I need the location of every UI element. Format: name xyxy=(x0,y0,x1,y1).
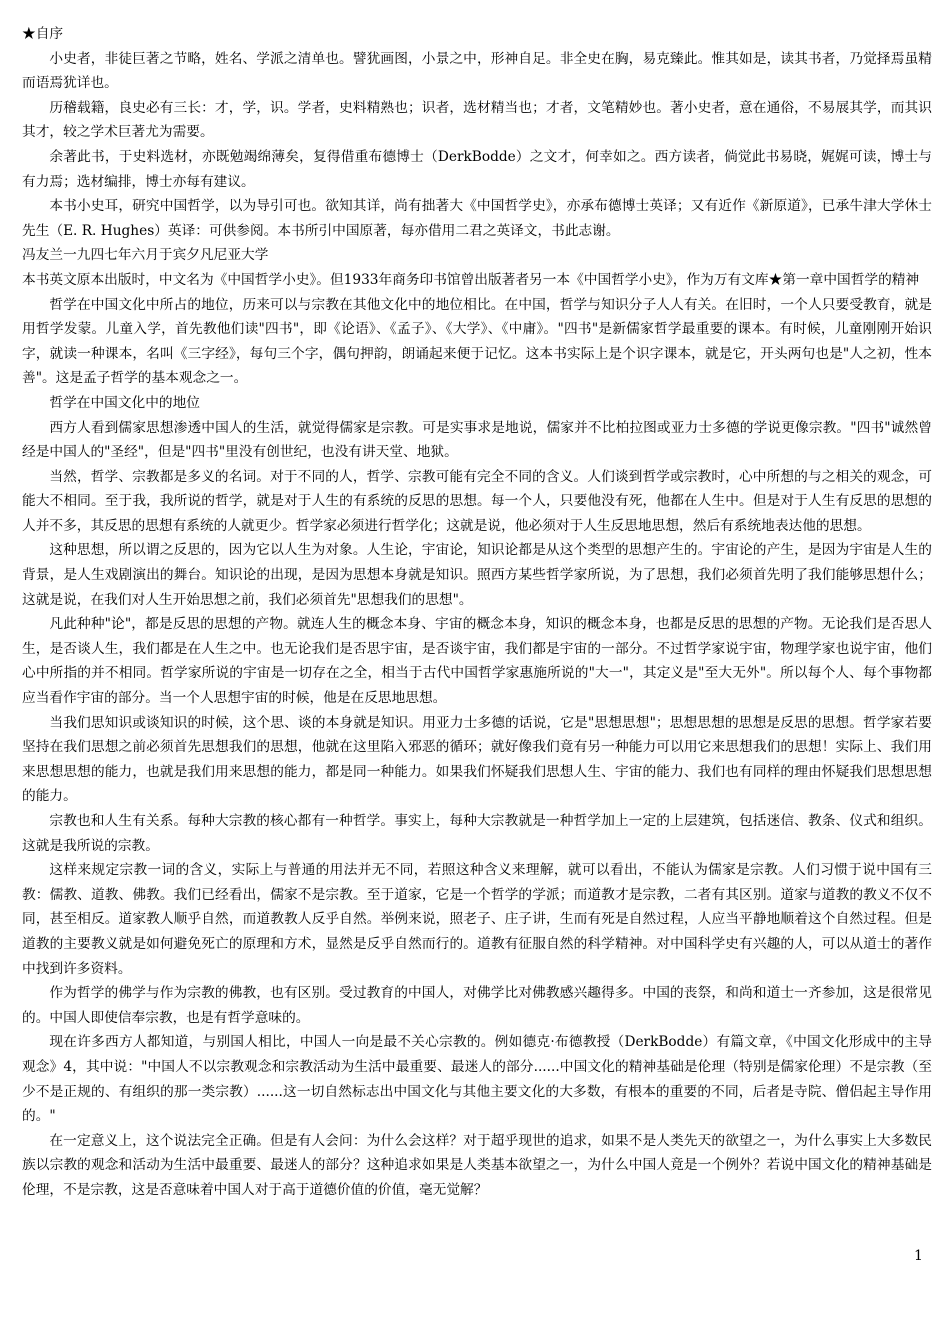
preface-paragraph: 本书小史耳，研究中国哲学，以为导引可也。欲知其详，尚有拙著大《中国哲学史》，亦承布德博士英译；又有近作《新原道》，已承牛津大学休士先生（E. R. Hughes）英译：可供参阅。本书所引中国原著，每亦借用二君之英译文，书此志谢。 xyxy=(22,198,932,239)
section-heading: 哲学在中国文化中的地位 xyxy=(49,394,200,411)
body-paragraph: 这样来规定宗教一词的含义，实际上与普通的用法并无不同，若照这种含义来理解，就可以看出，不能认为儒家是宗教。人们习惯于说中国有三教：儒教、道教、佛教。我们已经看出，儒家不是宗教。至于道家，它是一个哲学的学派；而道教才是宗教，二者有其区别。道家与道教的教义不仅不同，甚至相反。道家教人顺乎自然，而道教教人反乎自然。举例来说，照老子、庄子讲，生而有死是自然过程，人应当平静地顺着这个自然过程。但是道教的主要教义就是如何避免死亡的原理和方术，显然是反乎自然而行的。道教有征服自然的科学精神。对中国科学史有兴趣的人，可以从道士的著作中找到许多资料。 xyxy=(22,862,932,977)
preface-paragraph: 小史者，非徒巨著之节略，姓名、学派之清单也。譬犹画图，小景之中，形神自足。非全史在胸，易克臻此。惟其如是，读其书者，乃觉择焉虽精而语焉犹详也。 xyxy=(22,50,932,92)
body-paragraph: 宗教也和人生有关系。每种大宗教的核心都有一种哲学。事实上，每种大宗教就是一种哲学加上一定的上层建筑，包括迷信、教条、仪式和组织。这就是我所说的宗教。 xyxy=(22,813,932,854)
body-paragraph: 在一定意义上，这个说法完全正确。但是有人会问：为什么会这样？对于超乎现世的追求，如果不是人类先天的欲望之一，为什么事实上大多数民族以宗教的观念和活动为生活中最重要、最迷人的部分？这种追求如果是人类基本欲望之一，为什么中国人竟是一个例外？若说中国文化的精神基础是伦理，不是宗教，这是否意味着中国人对于高于道德价值的价值，毫无觉解？ xyxy=(22,1132,932,1198)
body-paragraph: 这种思想，所以谓之反思的，因为它以人生为对象。人生论，宇宙论，知识论都是从这个类型的思想产生的。宇宙论的产生，是因为宇宙是人生的背景，是人生戏剧演出的舞台。知识论的出现，是因为思想本身就是知识。照西方某些哲学家所说，为了思想，我们必须首先明了我们能够思想什么；这就是说，在我们对人生开始思想之前，我们必须首先"思想我们的思想"。 xyxy=(22,542,932,608)
preface-paragraph: 余著此书，于史料选材，亦既勉竭绵薄矣，复得借重布德博士（DerkBodde）之文才，何幸如之。西方读者，倘觉此书易晓，娓娓可读，博士与有力焉；选材编排，博士亦每有建议。 xyxy=(22,148,932,190)
document-page xyxy=(22,22,932,1203)
body-paragraph: 作为哲学的佛学与作为宗教的佛教，也有区别。受过教育的中国人，对佛学比对佛教感兴趣得多。中国的丧祭，和尚和道士一齐参加，这是很常见的。中国人即使信奉宗教，也是有哲学意味的。 xyxy=(22,985,932,1026)
chapter-title-line: 本书英文原本出版时，中文名为《中国哲学小史》。但1933年商务印书馆曾出版著者另一本《中国哲学小史》，作为万有文库★第一章中国哲学的精神 xyxy=(22,271,920,288)
body-paragraph: 哲学在中国文化中所占的地位，历来可以与宗教在其他文化中的地位相比。在中国，哲学与知识分子人人有关。在旧时，一个人只要受教育，就是用哲学发蒙。儿童入学，首先教他们读"四书"，即《论语》、《孟子》、《大学》、《中庸》。"四书"是新儒家哲学最重要的课本。有时候，儿童刚刚开始识字，就读一种课本，名叫《三字经》，每句三个字，偶句押韵，朗诵起来便于记忆。这本书实际上是个识字课本，就是它，开头两句也是"人之初，性本善"。这是孟子哲学的基本观念之一。 xyxy=(22,296,932,387)
body-paragraph: 凡此种种"论"，都是反思的思想的产物。就连人生的概念本身、宇宙的概念本身，知识的概念本身，也都是反思的思想的产物。无论我们是否思人生，是否谈人生，我们都是在人生之中。也无论我们是否思宇宙，是否谈宇宙，我们都是宇宙的一部分。不过哲学家说宇宙，物理学家也说宇宙，他们心中所指的并不相同。哲学家所说的宇宙是一切存在之全，相当于古代中国哲学家惠施所说的"大一"，其定义是"至大无外"。所以每个人、每个事物都应当看作宇宙的部分。当一个人思想宇宙的时候，他是在反思地思想。 xyxy=(22,616,932,707)
author-signature: 冯友兰一九四七年六月于宾夕凡尼亚大学 xyxy=(22,247,269,264)
page-number: 1 xyxy=(914,1248,923,1264)
body-paragraph: 当我们思知识或谈知识的时候，这个思、谈的本身就是知识。用亚力士多德的话说，它是"思想思想"；思想思想的思想是反思的思想。哲学家若要坚持在我们思想之前必须首先思想我们的思想，他就在这里陷入邪恶的循环；就好像我们竟有另一种能力可以用它来思想我们的思想！实际上、我们用来思想思想的能力，也就是我们用来思想的能力，都是同一种能力。如果我们怀疑我们思想人生、宇宙的能力、我们也有同样的理由怀疑我们思想思想的能力。 xyxy=(22,714,932,805)
body-paragraph: 西方人看到儒家思想渗透中国人的生活，就觉得儒家是宗教。可是实事求是地说，儒家并不比柏拉图或亚力士多德的学说更像宗教。"四书"诚然曾经是中国人的"圣经"，但是"四书"里没有创世纪，也没有讲天堂、地狱。 xyxy=(22,419,932,461)
body-paragraph: 现在许多西方人都知道，与别国人相比，中国人一向是最不关心宗教的。例如德克·布德教授（DerkBodde）有篇文章，《中国文化形成中的主导观念》4，其中说："中国人不以宗教观念和宗教活动为生活中最重要、最迷人的部分......中国文化的精神基础是伦理（特别是儒家伦理）不是宗教（至少不是正规的、有组织的那一类宗教）......这一切自然标志出中国文化与其他主要文化的大多数，有根本的重要的不同，后者是寺院、僧侣起主导作用的。" xyxy=(22,1034,932,1125)
preface-paragraph: 历稽载籍，良史必有三长：才，学，识。学者，史料精熟也；识者，选材精当也；才者，文笔精妙也。著小史者，意在通俗，不易展其学，而其识其才，较之学术巨著尤为需要。 xyxy=(22,99,932,141)
preface-heading: ★自序 xyxy=(22,26,64,42)
body-paragraph: 当然，哲学、宗教都是多义的名词。对于不同的人，哲学、宗教可能有完全不同的含义。人们谈到哲学或宗教时，心中所想的与之相关的观念，可能大不相同。至于我，我所说的哲学，就是对于人生的有系统的反思的思想。每一个人，只要他没有死，他都在人生中。但是对于人生有反思的思想的人并不多，其反思的思想有系统的人就更少。哲学家必须进行哲学化；这就是说，他必须对于人生反思地思想，然后有系统地表达他的思想。 xyxy=(22,468,932,534)
